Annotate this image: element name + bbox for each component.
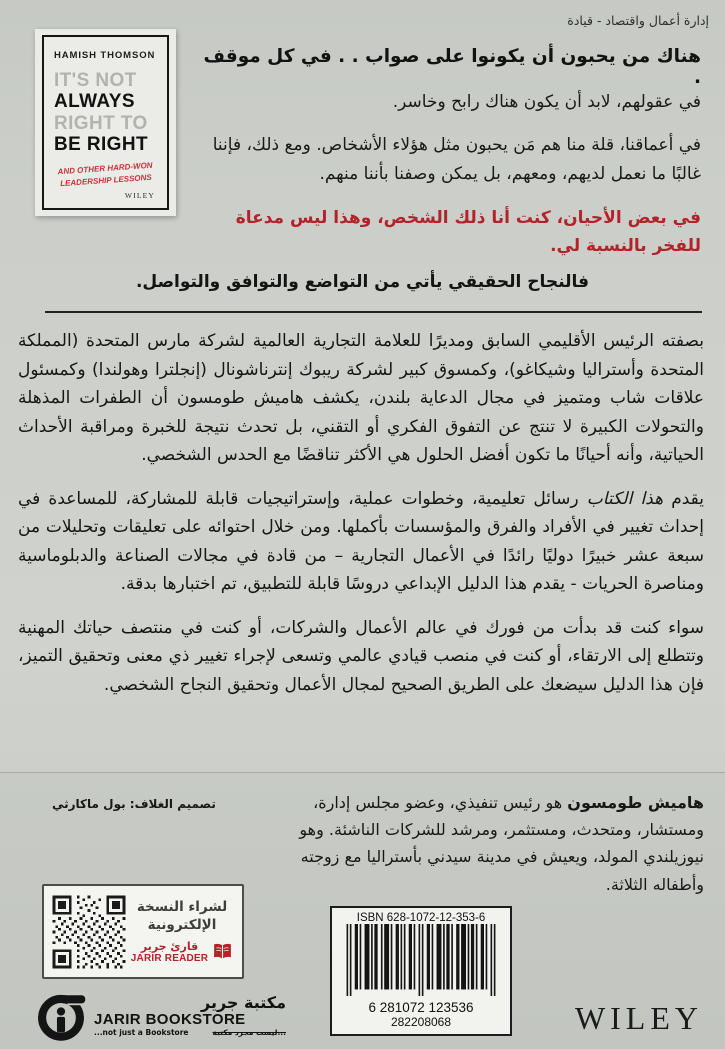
body-paragraph-2-rest: رسائل تعليمية، وخطوات عملية، وإستراتيجيات قابلة للمشاركة، للمساعدة في إحداث تغيير في الأفراد والفرق والمؤسسات بأكملها. ومن خلال احتوائه على تعليقات وتحليلات من سبعة عشر خبيرًا دوليًا رائدًا في الأعمال التجارية – من قادة في مجالات الصناعة والدبلوماسية ومناصرة الحريات - يقدم هذا الدليل الإبداعي دروسًا قابلة للتطبيق، تم اختبارها بدقة.	[18, 488, 704, 595]
body-paragraph-1: بصفته الرئيس الأقليمي السابق ومديرًا للعلامة التجارية العالمية لشركة مارس المتحدة (المملكة المتحدة وأستراليا وشيكاغو)، وكمسوق كبير لشركة ريبوك إنترناشونال (إنجلترا وهولندا) وكمسئول علاقات شاب ومتميز في مجال الدعاية بلندن، يكشف هاميش طومسون أن الطفرات المذهلة والتحولات الكبيرة لا تنتج عن التفوق الفكري أو التقني، بل تحدث نتيجة للخبرة ومراقبة الأحداث الحياتية، وأنه أحيانًا ما تكون أفضل الحلول هي الأكثر تناقضًا مع الحدس الشخصي.	[18, 331, 704, 466]
author-bio-text: هو رئيس تنفيذي، وعضو مجلس إدارة، ومستشار، ومتحدث، ومستثمر، ومرشد للشركات الناشئة. وهو نيوزيلندي المولد، ويعيش في مدينة سيدني بأستراليا مع زوجته وأطفاله الثلاثة.	[299, 793, 704, 894]
jarir-reader-arabic: قارئ جرير	[140, 939, 199, 953]
cover-title	[54, 70, 167, 156]
front-cover-thumbnail	[35, 29, 176, 216]
jarir-logo-text	[94, 992, 286, 1038]
body-paragraph-2	[18, 485, 704, 599]
author-name: هاميش طومسون	[567, 793, 704, 812]
jarir-reader-english: JARIR READER	[130, 952, 209, 964]
buy-ebook-line2: الإلكترونية	[147, 917, 217, 933]
wiley-logo: WILEY	[574, 1000, 703, 1036]
cover-title-line1: IT'S NOT	[54, 70, 137, 91]
body-paragraph-2-italic: هذا الكتاب	[586, 488, 664, 509]
intro-paragraph: في أعماقنا، قلة منا هم مَن يحبون مثل هؤلاء الأشخاص. ومع ذلك، فإننا غالبًا ما نعمل لديهم، ومعهم، بل يمكن وصفنا بأننا منهم.	[212, 135, 701, 185]
cover-title-line3: RIGHT TO	[54, 112, 148, 134]
headline: هناك من يحبون أن يكونوا على صواب . . في كل موقف .	[203, 46, 701, 88]
isbn-panel	[330, 906, 512, 1036]
qr-code-icon	[50, 893, 128, 971]
back-cover-copy	[18, 327, 704, 715]
cover-publisher-logo: WILEY	[124, 191, 155, 200]
cover-author: HAMISH THOMSON	[54, 50, 156, 61]
author-bio	[299, 789, 704, 898]
intro-line: في عقولهم، لابد أن يكون هناك رابح وخاسر.	[392, 92, 701, 112]
jarir-emblem-icon	[34, 988, 88, 1044]
buy-ebook-line1: لشراء النسخة	[136, 899, 228, 916]
section-divider	[45, 311, 702, 313]
jarir-arabic-name: مكتبة جرير	[201, 992, 286, 1012]
isbn-number: ISBN 628-1072-12-353-6	[356, 912, 486, 924]
barcode-icon	[342, 924, 500, 996]
store-code: 282208068	[390, 1015, 452, 1029]
key-message: فالنجاح الحقيقي يأتي من التواضع والتوافق والتواصل.	[135, 272, 590, 292]
body-paragraph-3: سواء كنت قد بدأت من فورك في عالم الأعمال والشركات، أو كنت في منتصف حياتك المهنية وتتطلع إلى الارتقاء، أو كنت في منصب قيادي عالمي وتسعى لإجراء تغيير ذي معنى وتحقيق التميز، فإن هذا الدليل سيضعك على الطريق الصحيح لمجال الأعمال وتحقيق النجاح الشخصي.	[18, 617, 704, 696]
highlight-paragraph: في بعض الأحيان، كنت أنا ذلك الشخص، وهذا ليس مدعاة للفخر بالنسبة لي.	[235, 208, 701, 256]
jarir-tagline-arabic: ...ليست مجرد مكتبة	[212, 1028, 286, 1038]
cover-design-credit: تصميم الغلاف: بول ماكارثي	[52, 797, 216, 811]
jarir-reader-text	[128, 899, 236, 963]
body-paragraph-2-pre: يقدم	[663, 488, 704, 509]
category-label: إدارة أعمال واقتصاد - قيادة	[567, 13, 709, 28]
open-book-icon	[212, 942, 233, 961]
ean-digits: 6 281072 123536	[368, 1000, 474, 1015]
cover-title-line2: ALWAYS	[54, 91, 135, 113]
cover-frame	[42, 35, 169, 210]
cover-subtitle: AND OTHER HARD-WON LEADERSHIP LESSONS	[57, 160, 153, 188]
jarir-english-name: JARIR BOOKSTORE	[94, 1010, 246, 1028]
jarir-reader-brand	[128, 940, 236, 964]
jarir-bookstore-logo	[34, 988, 286, 1044]
jarir-tagline-english: ...not just a Bookstore	[94, 1028, 189, 1038]
cover-title-line4: BE RIGHT	[54, 134, 148, 156]
jarir-reader-panel	[42, 884, 244, 979]
